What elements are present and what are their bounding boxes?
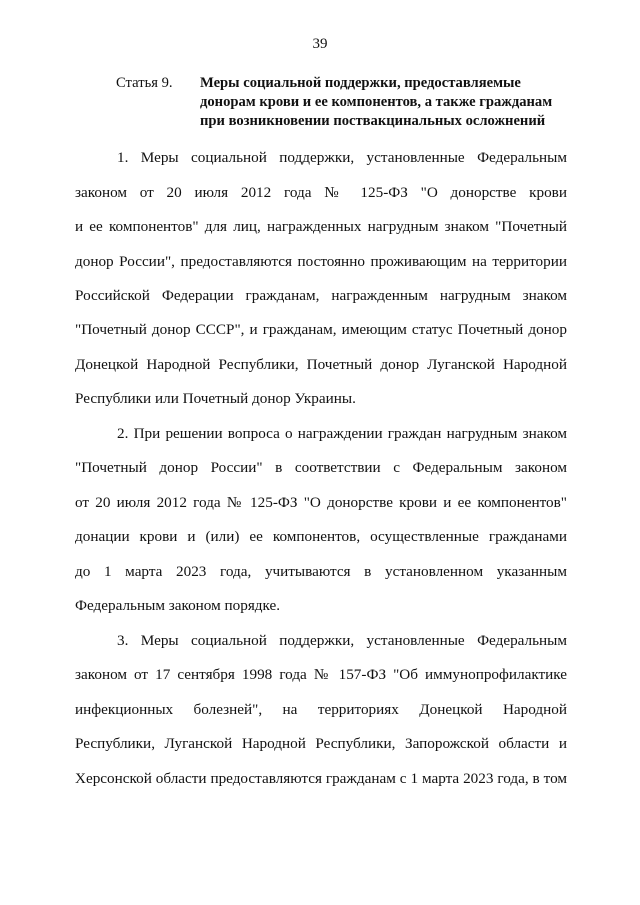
paragraph-2-line: Федеральным законом порядке. xyxy=(75,597,281,614)
paragraph-3-line: законом от 17 сентября 1998 года № 157-ФЗ "Об иммунопрофилактике xyxy=(75,666,567,683)
article-title: Меры социальной поддержки, предоставляемые донорам крови и ее компонентов, а также гражданам при возникновении поствакцинальных осложнений xyxy=(200,75,553,129)
paragraph-3-line: инфекционных болезней", на территориях Донецкой Народной xyxy=(75,701,567,718)
paragraph-1-line: и ее компонентов" для лиц, награжденных нагрудным знаком "Почетный xyxy=(75,218,567,235)
paragraph-1-line: Российской Федерации гражданам, награжденным нагрудным знаком xyxy=(75,287,567,304)
page-number: 39 xyxy=(312,36,328,52)
paragraph-3-line: 3. Меры социальной поддержки, установленные Федеральным xyxy=(117,632,567,649)
paragraph-1-line: донор России", предоставляются постоянно проживающим на территории xyxy=(75,253,567,270)
paragraph-2-line: от 20 июля 2012 года № 125-ФЗ "О донорстве крови и ее компонентов" xyxy=(75,494,567,511)
paragraph-2-line: донации крови и (или) ее компонентов, осуществленные гражданами xyxy=(75,528,567,545)
paragraph-2-line: до 1 марта 2023 года, учитываются в установленном указанным xyxy=(75,563,567,580)
paragraph-3-line: Херсонской области предоставляются гражданам с 1 марта 2023 года, в том xyxy=(75,770,567,787)
paragraph-2-line: "Почетный донор России" в соответствии с Федеральным законом xyxy=(75,459,567,476)
paragraph-1-line: законом от 20 июля 2012 года № 125-ФЗ "О донорстве крови xyxy=(75,184,567,201)
paragraph-1-line: Донецкой Народной Республики, Почетный донор Луганской Народной xyxy=(75,356,567,373)
paragraph-2-line: 2. При решении вопроса о награждении граждан нагрудным знаком xyxy=(117,425,567,442)
paragraph-3-line: Республики, Луганской Народной Республики, Запорожской области и xyxy=(75,735,567,752)
paragraph-1-line: 1. Меры социальной поддержки, установленные Федеральным xyxy=(117,149,567,166)
article-label: Статья 9. xyxy=(116,75,173,91)
paragraph-1-line: Республики или Почетный донор Украины. xyxy=(75,390,356,407)
paragraph-1-line: "Почетный донор СССР", и гражданам, имеющим статус Почетный донор xyxy=(75,321,567,338)
